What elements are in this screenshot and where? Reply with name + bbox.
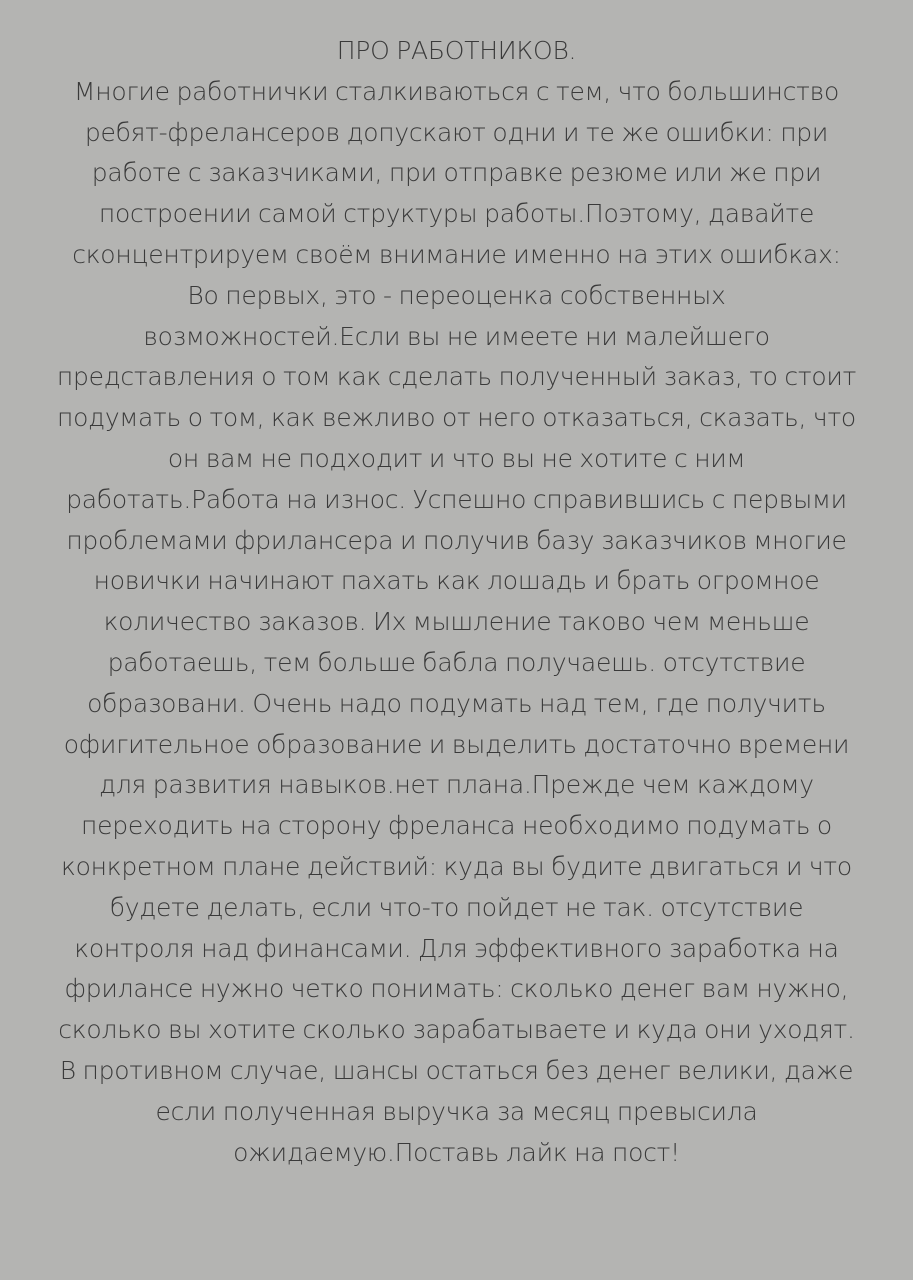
post-line: если полученная выручка за месяц превысила <box>155 1096 758 1126</box>
post-line: офигительное образование и выделить достаточно времени <box>63 729 850 759</box>
post-line: В противном случае, шансы остаться без денег велики, даже <box>59 1055 854 1085</box>
post-line: новички начинают пахать как лошадь и брать огромное <box>93 566 820 596</box>
post-text <box>0 31 913 1173</box>
post-line: ожидаемую.Поставь лайк на пост! <box>233 1137 680 1167</box>
post-line: проблемами фрилансера и получив базу заказчиков многие <box>66 525 847 555</box>
post-line: сконцентрируем своём внимание именно на этих ошибках: <box>72 239 841 269</box>
post-line: ребят-фрелансеров допускают одни и те же ошибки: при <box>84 117 829 147</box>
post-line: он вам не подходит и что вы не хотите с ним <box>167 443 746 473</box>
post-line: построении самой структуры работы.Поэтому, давайте <box>98 199 815 229</box>
post-line: конкретном плане действий: куда вы будите двигаться и что <box>61 851 852 881</box>
post-line: образовани. Очень надо подумать над тем, где получить <box>87 688 826 718</box>
post-line: для развития навыков.нет плана.Прежде чем каждому <box>99 770 814 800</box>
post-line: подумать о том, как вежливо от него отказаться, сказать, что <box>57 403 856 433</box>
post-line: сколько вы хотите сколько зарабатываете и куда они уходят. <box>58 1015 855 1045</box>
post-line: работаешь, тем больше бабла получаешь. отсутствие <box>107 647 806 677</box>
post-line: возможностей.Если вы не имеете ни малейшего <box>143 321 770 351</box>
post-line: фрилансе нужно четко понимать: сколько денег вам нужно, <box>64 974 849 1004</box>
post-line: работе с заказчиками, при отправке резюме или же при <box>91 158 822 188</box>
post-line: будете делать, если что-то пойдет не так. отсутствие <box>109 892 804 922</box>
post-line: работать.Работа на износ. Успешно справившись с первыми <box>66 484 847 514</box>
post-line: количество заказов. Их мышление таково чем меньше <box>103 607 810 637</box>
post-line: Во первых, это - переоценка собственных <box>187 280 726 310</box>
post-line: представления о том как сделать полученный заказ, то стоит <box>56 362 857 392</box>
post-line: контроля над финансами. Для эффективного заработка на <box>74 933 839 963</box>
post-line: переходить на сторону фреланса необходимо подумать о <box>81 811 832 841</box>
post-line: Многие работнички сталкиваються с тем, что большинство <box>73 76 840 106</box>
post-title: ПРО РАБОТНИКОВ. <box>336 36 577 65</box>
